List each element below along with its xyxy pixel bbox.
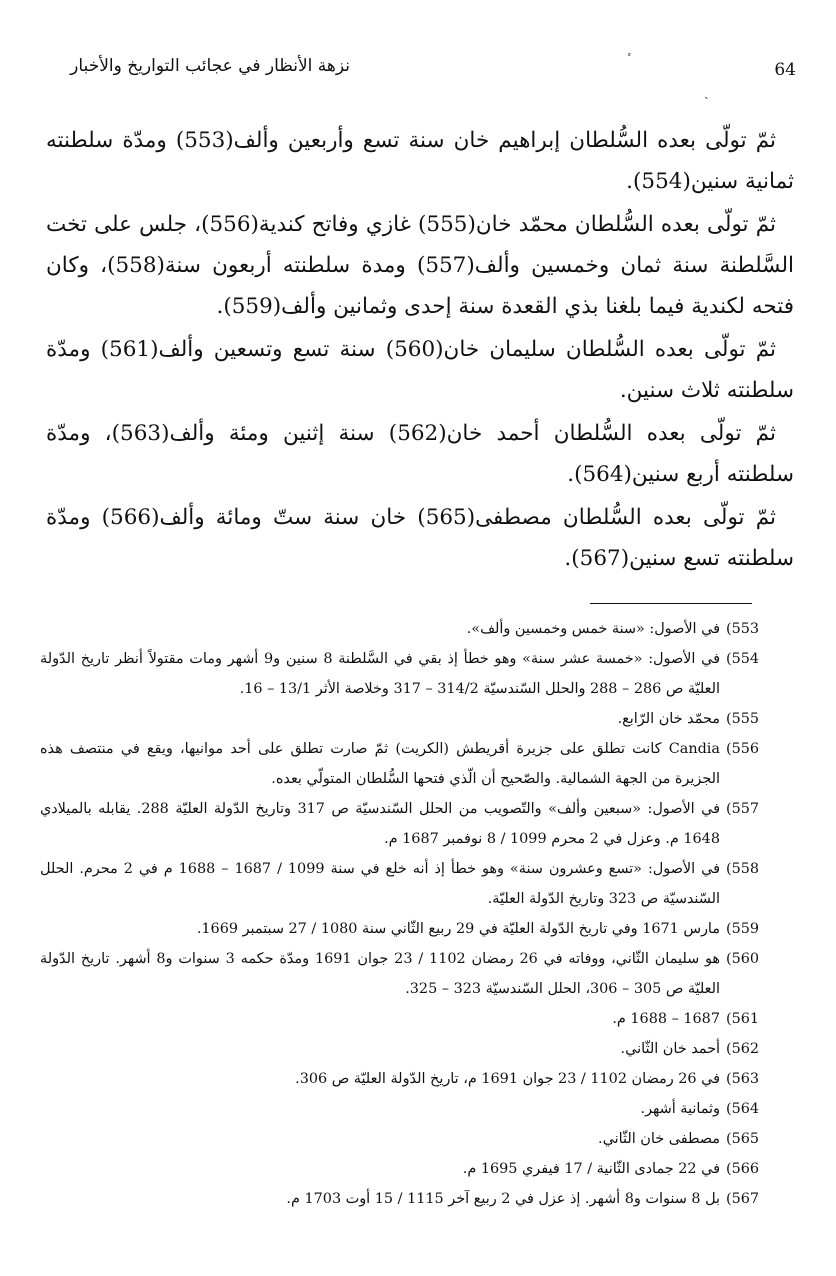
footnote-text: وثمانية أشهر. [640, 1101, 720, 1117]
footnote-text: مارس 1671 وفي تاريخ الدّولة العليّة في 29 ربيع الثّاني سنة 1080 / 27 سبتمبر 1669. [196, 921, 720, 937]
main-text [46, 120, 794, 581]
paragraph: ثمّ تولّى بعده السُّلطان أحمد خان(562) سنة إثنين ومئة وألف(563)، ومدّة سلطنته أربع سنين(564). [46, 421, 794, 487]
footnote-number: (559 [726, 921, 760, 937]
footnote [40, 1184, 776, 1214]
footnote-number: (565 [726, 1131, 760, 1147]
footnote-number: (561 [726, 1011, 760, 1027]
footnote [40, 1064, 776, 1094]
footnote [40, 734, 776, 794]
footnote [40, 1004, 776, 1034]
running-title: نزهة الأنظار في عجائب التواريخ والأخبار [70, 56, 350, 76]
footnote-number: (553 [726, 621, 760, 637]
footnote-text: 1687 – 1688 م. [612, 1011, 720, 1027]
footnotes [40, 614, 776, 1214]
footnote-number: (567 [726, 1191, 760, 1207]
scan-speck: ˎ [704, 84, 709, 100]
footnote-number: (563 [726, 1071, 760, 1087]
footnote [40, 914, 776, 944]
page-header [40, 56, 796, 90]
footnote-number: (554 [726, 651, 760, 667]
footnote [40, 614, 776, 644]
footnote [40, 1094, 776, 1124]
footnote-text: في الأصول: «تسع وعشرون سنة» وهو خطأ إذ أنه خلع في سنة 1099 / 1687 – 1688 م في 2 محرم. الحلل السّندسيّة ص 323 وتاريخ الدّولة العليّة. [40, 861, 720, 907]
footnote-separator [590, 603, 752, 604]
footnote-text: مصطفى خان الثّاني. [598, 1131, 720, 1147]
footnote [40, 854, 776, 914]
footnote-text: في الأصول: «خمسة عشر سنة» وهو خطأ إذ بقي في السَّلطنة 8 سنين و9 أشهر ومات مقتولاً أنظر تاريخ الدّولة العليّة ص 286 – 288 والحلل السّندسيّة 314/2 – 317 وخلاصة الأثر 13/1 – 16. [40, 651, 720, 697]
footnote-text: في الأصول: «سبعين وألف» والتّصويب من الحلل السّندسيّة ص 317 وتاريخ الدّولة العليّة 288. يقابله بالميلادي 1648 م. وعزل في 2 محرم 1099 / 8 نوفمبر 1687 م. [40, 801, 720, 847]
footnote-number: (562 [726, 1041, 760, 1057]
footnote-text: محمّد خان الرّابع. [617, 711, 720, 727]
footnote-text: أحمد خان الثّاني. [620, 1041, 720, 1057]
footnote-text: هو سليمان الثّاني، ووفاته في 26 رمضان 1102 / 23 جوان 1691 ومدّة حكمه 3 سنوات و8 أشهر. تاريخ الدّولة العليّة ص 305 – 306، الحلل السّندسيّة 323 – 325. [40, 951, 721, 997]
footnote-text: في الأصول: «سنة خمس وخمسين وألف». [466, 621, 720, 637]
footnote [40, 1034, 776, 1064]
footnote-text: Candia كانت تطلق على جزيرة أقريطش (الكريت) ثمّ صارت تطلق على أحد موانيها، ويقع في منتصف هذه الجزيرة من الجهة الشمالية. والصّحيح أن الّذي فتحها السُّلطان المتولّي بعده. [40, 741, 720, 787]
footnote-number: (566 [726, 1161, 760, 1177]
page-number: 64 [774, 60, 796, 80]
footnote [40, 1154, 776, 1184]
footnote-text: بل 8 سنوات و8 أشهر. إذ عزل في 2 ربيع آخر 1115 / 15 أوت 1703 م. [286, 1191, 720, 1207]
paragraph: ثمّ تولّى بعده السُّلطان محمّد خان(555) غازي وفاتح كندية(556)، جلس على تخت السَّلطنة سنة ثمان وخمسين وألف(557) ومدة سلطنته أربعون سنة(558)، وكان فتحه لكندية فيما بلغنا بذي القعدة سنة إحدى وثمانين وألف(559). [46, 212, 794, 319]
footnote-number: (555 [726, 711, 760, 727]
paragraph: ثمّ تولّى بعده السُّلطان مصطفى(565) خان سنة ستّ ومائة وألف(566) ومدّة سلطنته تسع سنين(567). [46, 505, 794, 571]
footnote-text: في 26 رمضان 1102 / 23 جوان 1691 م، تاريخ الدّولة العليّة ص 306. [295, 1071, 720, 1087]
paragraph: ثمّ تولّى بعده السُّلطان إبراهيم خان سنة تسع وأربعين وألف(553) ومدّة سلطنته ثمانية سنين(554). [46, 128, 794, 194]
footnote [40, 1124, 776, 1154]
footnote [40, 704, 776, 734]
footnote-number: (560 [726, 951, 760, 967]
footnote-number: (557 [726, 801, 760, 817]
footnote-number: (558 [726, 861, 760, 877]
footnote [40, 644, 776, 704]
footnote [40, 944, 776, 1004]
footnote-text: في 22 جمادى الثّانية / 17 فيفري 1695 م. [462, 1161, 720, 1177]
footnote-number: (556 [726, 741, 760, 757]
footnote [40, 794, 776, 854]
paragraph: ثمّ تولّى بعده السُّلطان سليمان خان(560) سنة تسع وتسعين وألف(561) ومدّة سلطنته ثلاث سنين. [46, 337, 794, 403]
footnote-number: (564 [726, 1101, 760, 1117]
